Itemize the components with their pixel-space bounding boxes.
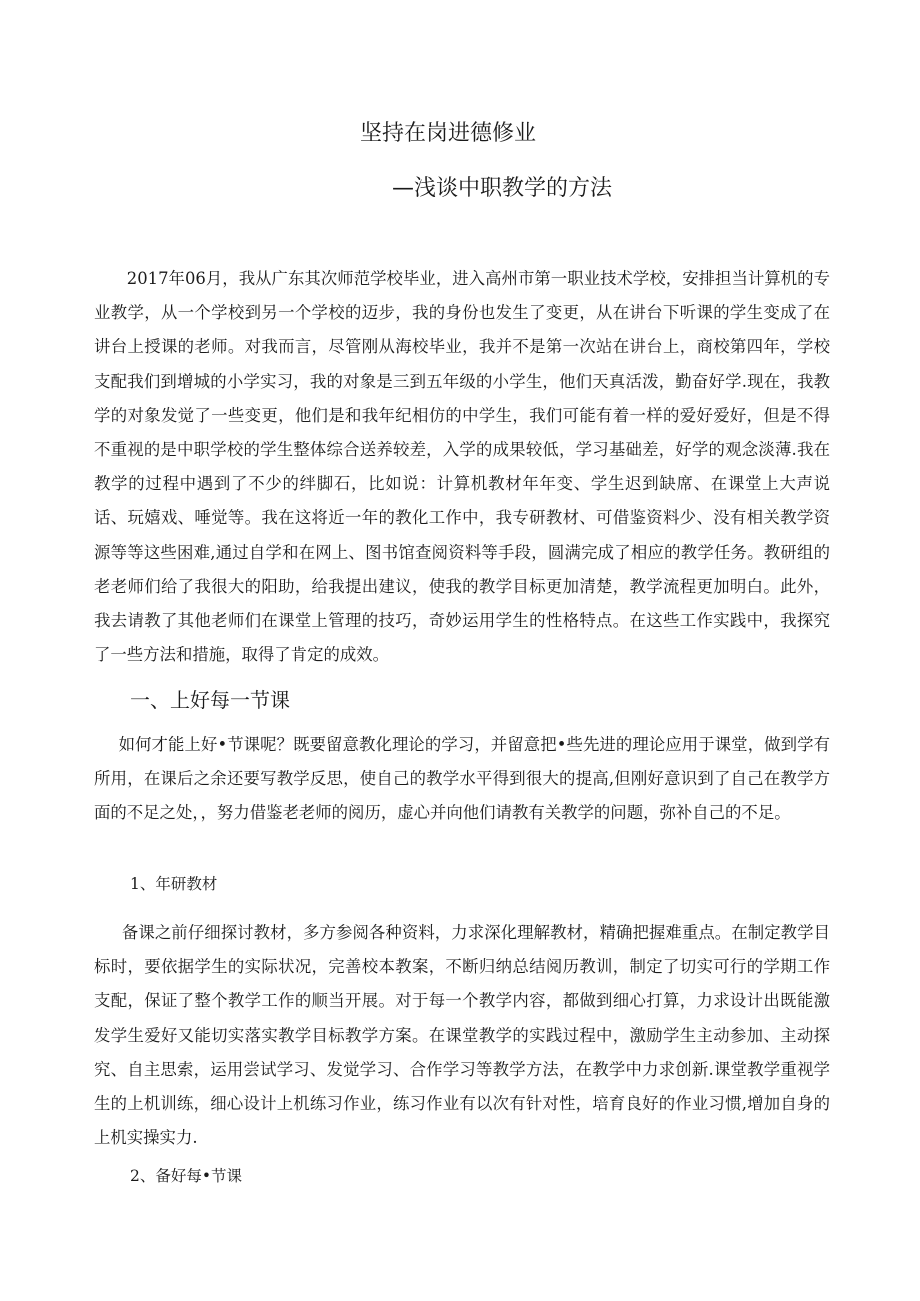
subsection-heading-2: 2、备好每•节课 — [130, 1167, 243, 1185]
subsection-paragraph-1: 备课之前仔细探讨教材，多方参阅各种资料，力求深化理解教材，精确把握难重点。在制定教学目标时，要依据学生的实际状况，完善校本教案，不断归纳总结阅历教训，制定了切实可行的学期工作支配，保证了整个教学工作的顺当开展。对于每一个教学内容，都做到细心打算，力求设计出既能激发学生爱好又能切实落实教学目标教学方案。在课堂教学的实践过程中，激励学生主动参加、主动探究、自主思索，运用尝试学习、发觉学习、合作学习等教学方法，在教学中力求创新.课堂教学重视学生的上机训练，细心设计上机练习作业，练习作业有以次有针对性，培育良好的作业习惯,增加自身的上机实操实力. — [94, 923, 830, 1148]
section-paragraph: 如何才能上好•节课呢？既要留意教化理论的学习，并留意把•些先进的理论应用于课堂，做到学有所用，在课后之余还要写教学反思，使自己的教学水平得到很大的提高,但刚好意识到了自己在教学方面的不足之处，，努力借鉴老老师的阅历，虚心并向他们请教有关教学的问题，弥补自己的不足。 — [94, 735, 830, 823]
section-heading: 一、上好每一节课 — [130, 688, 290, 712]
document-title: 坚持在岗进德修业 — [360, 121, 537, 146]
subsection-heading-1: 1、年研教材 — [130, 875, 218, 893]
intro-paragraph: 2017年06月，我从广东其次师范学校毕业，进入高州市第一职业技术学校，安排担当计算机的专业教学，从一个学校到另一个学校的迈步，我的身份也发生了变更，从在讲台下听课的学生变成了在讲台上授课的老师。对我而言，尽管刚从海校毕业，我并不是第一次站在讲台上，商校第四年，学校支配我们到增城的小学实习，我的对象是三到五年级的小学生，他们天真活泼，勤奋好学.现在，我教学的对象发觉了一些变更，他们是和我年纪相仿的中学生，我们可能有着一样的爱好爱好，但是不得不重视的是中职学校的学生整体综合送养较差，入学的成果较低，学习基础差，好学的观念淡薄.我在教学的过程中遇到了不少的绊脚石，比如说：计算机教材年年变、学生迟到缺席、在课堂上大声说话、玩嬉戏、唾觉等。我在这将近一年的教化工作中，我专研教材、可借鉴资料少、没有相关教学资源等等这些困难,通过自学和在网上、图书馆查阅资料等手段，圆满完成了相应的教学任务。教研组的老老师们给了我很大的阳助，给我提出建议，使我的教学目标更加清楚，教学流程更加明白。此外，我去请教了其他老师们在课堂上管理的技巧，奇妙运用学生的性格特点。在这些工作实践中，我探究了一些方法和措施，取得了肯定的成效。 — [94, 269, 830, 665]
document-subtitle: —浅谈中职教学的方法 — [392, 176, 613, 201]
